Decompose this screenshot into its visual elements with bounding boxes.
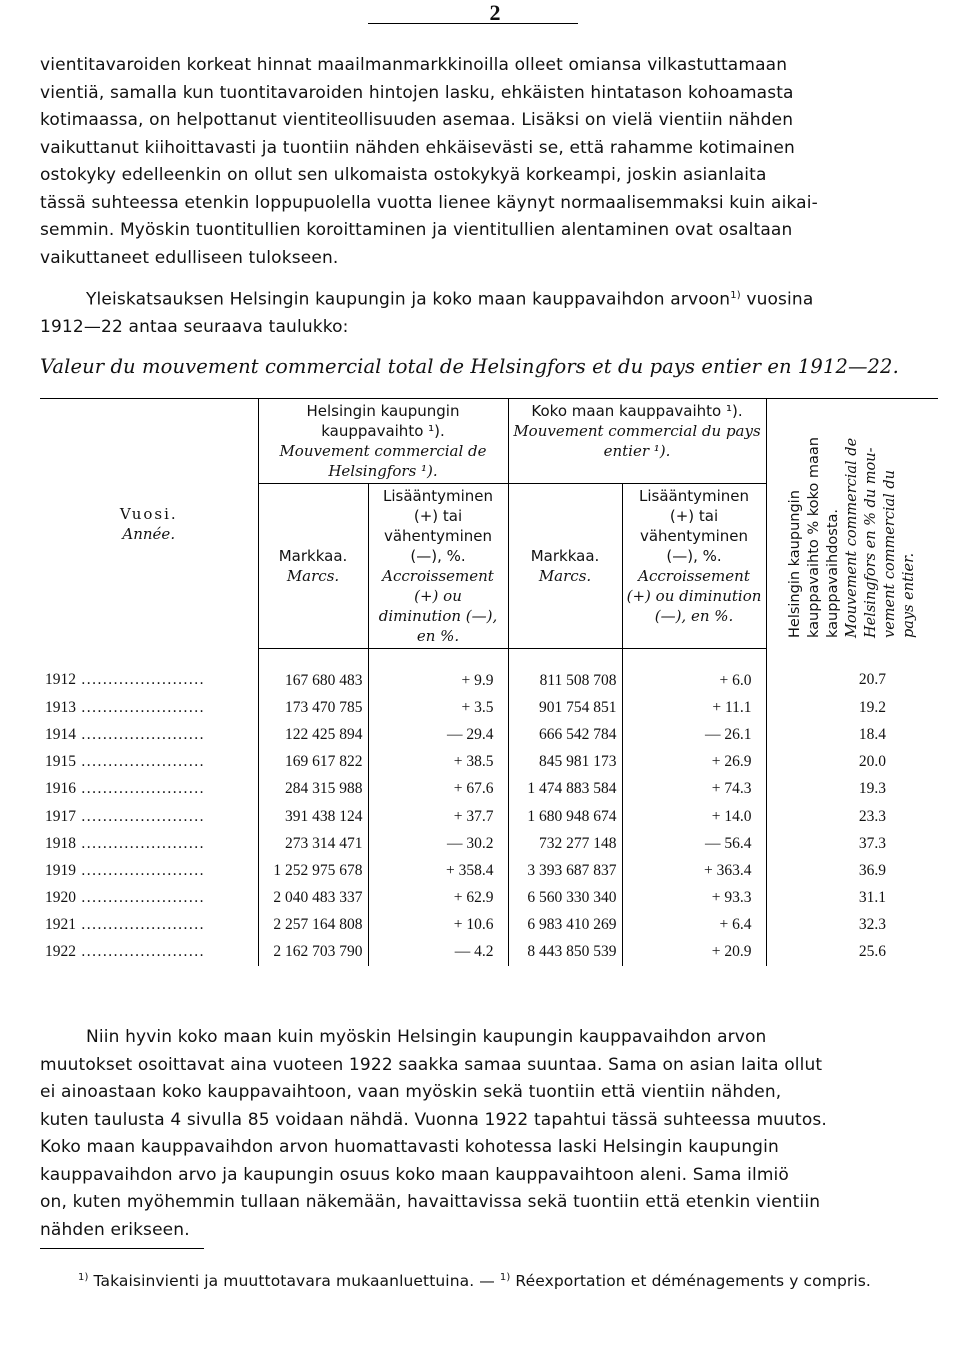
country-change-cell: + 14.0 <box>622 803 766 830</box>
hki-change-cell: + 10.6 <box>368 912 508 939</box>
share-header: Helsingin kaupungin kauppavaihto % koko maan kauppavaihdosta. Mouvement commercial de Helsingfors en % du mou- vement commercial du pays entier. <box>766 399 938 649</box>
hki-markkaa-header: Markkaa. Marcs. <box>258 484 368 649</box>
year-cell <box>40 776 258 803</box>
leader-dots: ....................... <box>76 889 205 907</box>
country-group-header: Koko maan kauppavaihto ¹). Mouvement commercial du pays entier ¹). <box>508 399 766 484</box>
share-cell: 25.6 <box>766 939 938 966</box>
table-row <box>40 776 938 803</box>
year-label: 1915 <box>45 753 76 771</box>
country-change-cell: + 6.4 <box>622 912 766 939</box>
country-value-cell: 901 754 851 <box>508 694 622 721</box>
year-label: 1918 <box>45 834 76 852</box>
hki-value-cell: 122 425 894 <box>258 721 368 748</box>
year-cell <box>40 721 258 748</box>
country-value-cell: 666 542 784 <box>508 721 622 748</box>
p2-text-start: Yleiskatsauksen Helsingin kaupungin ja koko maan kauppavaihdon arvoon <box>86 289 731 310</box>
p3-line-4: kuten taulusta 4 sivulla 85 voidaan nähdä. Vuonna 1922 tapahtui tässä suhteessa muutos. <box>40 1109 827 1130</box>
year-cell <box>40 857 258 884</box>
leader-dots: ....................... <box>76 834 205 852</box>
share-cell: 20.0 <box>766 749 938 776</box>
country-value-cell: 845 981 173 <box>508 749 622 776</box>
header-rule <box>368 23 578 24</box>
paragraph-1 <box>40 52 938 272</box>
trade-table <box>40 398 938 966</box>
hki-value-cell: 273 314 471 <box>258 830 368 857</box>
hki-growth-header: Lisääntyminen (+) tai vähentyminen (—), %. Accroissement (+) ou diminution (—), en %. <box>368 484 508 649</box>
country-value-cell: 811 508 708 <box>508 649 622 695</box>
footnote-2-text: Réexportation et déménagements y compris. <box>510 1272 871 1291</box>
country-growth-header: Lisääntyminen (+) tai vähentyminen (—), %. Accroissement (+) ou diminution (—), en %. <box>622 484 766 649</box>
share-cell: 19.2 <box>766 694 938 721</box>
year-label: 1913 <box>45 698 76 716</box>
hki-change-cell: — 29.4 <box>368 721 508 748</box>
country-change-cell: — 26.1 <box>622 721 766 748</box>
year-cell <box>40 749 258 776</box>
table-row <box>40 803 938 830</box>
share-cell: 37.3 <box>766 830 938 857</box>
country-value-cell: 732 277 148 <box>508 830 622 857</box>
p1-line-4: vaikuttanut kiihoittavasti ja tuontiin nähden ehkäisevästi se, että rahamme kotimainen <box>40 137 795 158</box>
country-value-cell: 6 983 410 269 <box>508 912 622 939</box>
table-row <box>40 721 938 748</box>
country-change-cell: — 56.4 <box>622 830 766 857</box>
p1-line-1: vientitavaroiden korkeat hinnat maailmanmarkkinoilla olleet omiansa vilkastuttamaan <box>40 55 788 75</box>
hki-value-cell: 173 470 785 <box>258 694 368 721</box>
share-cell: 19.3 <box>766 776 938 803</box>
helsinki-group-header: Helsingin kaupungin kauppavaihto ¹). Mouvement commercial de Helsingfors ¹). <box>258 399 508 484</box>
year-cell <box>40 649 258 695</box>
paragraph-2 <box>40 282 938 342</box>
table-row <box>40 885 938 912</box>
country-change-cell: + 93.3 <box>622 885 766 912</box>
table-row <box>40 749 938 776</box>
p2-line-2: 1912—22 antaa seuraava taulukko: <box>40 317 349 338</box>
p1-line-6: tässä suhteessa etenkin loppupuolella vuotta lienee käynyt normaalisemmaksi kuin aikai- <box>40 192 818 213</box>
country-value-cell: 6 560 330 340 <box>508 885 622 912</box>
leader-dots: ....................... <box>76 671 205 689</box>
footnote-1-mark: 1) <box>78 1272 89 1283</box>
year-label: 1917 <box>45 807 76 825</box>
table-caption: Valeur du mouvement commercial total de Helsingfors et du pays entier en 1912—22. <box>40 355 899 378</box>
hki-value-cell: 2 257 164 808 <box>258 912 368 939</box>
year-header: Vuosi. Année. <box>40 399 258 649</box>
country-value-cell: 1 680 948 674 <box>508 803 622 830</box>
table-row <box>40 857 938 884</box>
hki-value-cell: 284 315 988 <box>258 776 368 803</box>
leader-dots: ....................... <box>76 753 205 771</box>
page-number: 2 <box>489 0 501 25</box>
year-cell <box>40 885 258 912</box>
hki-change-cell: + 62.9 <box>368 885 508 912</box>
leader-dots: ....................... <box>76 943 205 961</box>
hki-change-cell: + 37.7 <box>368 803 508 830</box>
country-change-cell: + 11.1 <box>622 694 766 721</box>
table-row <box>40 694 938 721</box>
p3-line-7: on, kuten myöhemmin tullaan näkemään, havaittavissa sekä tuontiin että etenkin vientiin <box>40 1192 821 1212</box>
year-cell <box>40 830 258 857</box>
p1-line-5: ostokyky edelleenkin on ollut sen ulkomaista ostokykyä korkeampi, joskin asianlaita <box>40 165 767 185</box>
p1-line-2: vientiä, samalla kun tuontitavaroiden hintojen lasku, ehkäisten hintatason kohoamasta <box>40 82 794 103</box>
hki-change-cell: + 358.4 <box>368 857 508 884</box>
share-cell: 23.3 <box>766 803 938 830</box>
hki-value-cell: 391 438 124 <box>258 803 368 830</box>
leader-dots: ....................... <box>76 916 205 934</box>
year-label: 1922 <box>45 943 76 961</box>
table-row <box>40 830 938 857</box>
hki-change-cell: — 4.2 <box>368 939 508 966</box>
hki-value-cell: 167 680 483 <box>258 649 368 695</box>
hki-change-cell: + 38.5 <box>368 749 508 776</box>
hki-value-cell: 2 162 703 790 <box>258 939 368 966</box>
p3-line-6: kauppavaihdon arvo ja kaupungin osuus koko maan kauppavaihtoon aleni. Sama ilmiö <box>40 1164 789 1185</box>
hki-change-cell: — 30.2 <box>368 830 508 857</box>
footnote-rule <box>40 1248 204 1249</box>
p1-line-3: kotimaassa, on helpottanut vientiteollisuuden asemaa. Lisäksi on vielä vientiin nähden <box>40 110 794 130</box>
leader-dots: ....................... <box>76 861 205 879</box>
hki-value-cell: 169 617 822 <box>258 749 368 776</box>
hki-change-cell: + 67.6 <box>368 776 508 803</box>
year-label: 1919 <box>45 861 76 879</box>
footnote-2-mark: 1) <box>499 1272 511 1283</box>
year-label: 1921 <box>45 916 76 934</box>
share-cell: 31.1 <box>766 885 938 912</box>
share-cell: 18.4 <box>766 721 938 748</box>
p3-line-3: ei ainoastaan koko kauppavaihtoon, vaan myöskin sekä tuontiin että vientiin nähden, <box>40 1082 782 1102</box>
table-row <box>40 912 938 939</box>
year-cell <box>40 912 258 939</box>
hki-change-cell: + 3.5 <box>368 694 508 721</box>
country-change-cell: + 26.9 <box>622 749 766 776</box>
country-value-cell: 3 393 687 837 <box>508 857 622 884</box>
table-row <box>40 649 938 695</box>
paragraph-3 <box>40 1024 938 1244</box>
p3-line-2: muutokset osoittavat aina vuoteen 1922 saakka samaa suuntaa. Sama on asian laita ollut <box>40 1054 823 1075</box>
share-cell: 32.3 <box>766 912 938 939</box>
country-change-cell: + 74.3 <box>622 776 766 803</box>
p3-line-1: Niin hyvin koko maan kuin myöskin Helsingin kaupungin kauppavaihdon arvon <box>86 1027 767 1047</box>
year-label: 1914 <box>45 725 76 743</box>
country-change-cell: + 363.4 <box>622 857 766 884</box>
year-label: 1920 <box>45 889 76 907</box>
country-value-cell: 8 443 850 539 <box>508 939 622 966</box>
year-label: 1912 <box>45 671 76 689</box>
p3-line-8: nähden erikseen. <box>40 1219 190 1240</box>
p3-line-5: Koko maan kauppavaihdon arvon huomattavasti kohotessa laski Helsingin kaupungin <box>40 1137 779 1157</box>
hki-change-cell: + 9.9 <box>368 649 508 695</box>
country-value-cell: 1 474 883 584 <box>508 776 622 803</box>
share-cell: 20.7 <box>766 649 938 695</box>
footnote <box>78 1272 948 1290</box>
year-cell <box>40 694 258 721</box>
leader-dots: ....................... <box>76 780 205 798</box>
hki-value-cell: 2 040 483 337 <box>258 885 368 912</box>
p1-line-7: semmin. Myöskin tuontitullien koroittaminen ja vientitullien alentaminen ovat osaltaan <box>40 220 793 240</box>
country-change-cell: + 6.0 <box>622 649 766 695</box>
year-label: 1916 <box>45 780 76 798</box>
year-cell <box>40 939 258 966</box>
table-body <box>40 649 938 967</box>
country-change-cell: + 20.9 <box>622 939 766 966</box>
year-cell <box>40 803 258 830</box>
leader-dots: ....................... <box>76 698 205 716</box>
share-cell: 36.9 <box>766 857 938 884</box>
leader-dots: ....................... <box>76 807 205 825</box>
country-markkaa-header: Markkaa. Marcs. <box>508 484 622 649</box>
p1-line-8: vaikuttaneet edulliseen tulokseen. <box>40 247 339 268</box>
p2-footnote-mark: 1) <box>730 290 741 301</box>
table-row <box>40 939 938 966</box>
footnote-1-text: Takaisinvienti ja muuttotavara mukaanluettuina. — <box>88 1272 500 1291</box>
leader-dots: ....................... <box>76 725 205 743</box>
p2-text-end: vuosina <box>740 289 814 310</box>
hki-value-cell: 1 252 975 678 <box>258 857 368 884</box>
